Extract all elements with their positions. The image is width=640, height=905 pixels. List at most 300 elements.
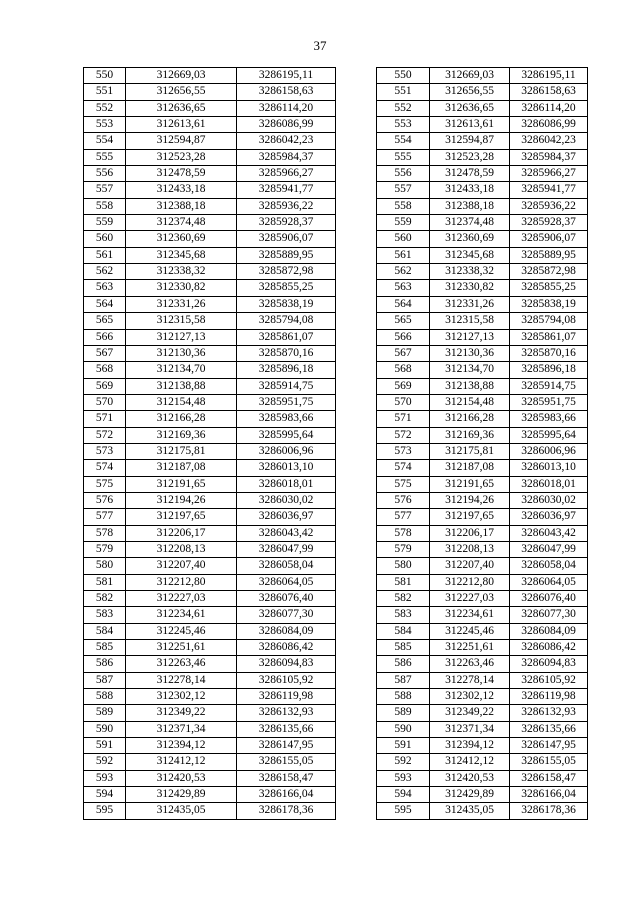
point-number-cell: 564 <box>377 296 430 312</box>
y-coordinate-cell: 3285855,25 <box>237 280 336 296</box>
point-number-cell: 554 <box>84 133 126 149</box>
point-number-cell: 595 <box>377 803 430 819</box>
x-coordinate-cell: 312594,87 <box>126 133 237 149</box>
table-row <box>377 705 588 721</box>
table-row <box>84 672 336 688</box>
x-coordinate-cell: 312523,28 <box>126 149 237 165</box>
x-coordinate-cell: 312234,61 <box>430 607 510 623</box>
point-number-cell: 550 <box>84 68 126 84</box>
x-coordinate-cell: 312127,13 <box>430 329 510 345</box>
y-coordinate-cell: 3286086,99 <box>237 117 336 133</box>
point-number-cell: 577 <box>84 509 126 525</box>
table-row <box>377 591 588 607</box>
y-coordinate-cell: 3286155,05 <box>237 754 336 770</box>
y-coordinate-cell: 3286047,99 <box>510 541 588 557</box>
x-coordinate-cell: 312166,28 <box>430 411 510 427</box>
x-coordinate-cell: 312656,55 <box>430 84 510 100</box>
point-number-cell: 578 <box>377 525 430 541</box>
point-number-cell: 590 <box>377 721 430 737</box>
y-coordinate-cell: 3286105,92 <box>237 672 336 688</box>
point-number-cell: 565 <box>84 313 126 329</box>
y-coordinate-cell: 3285861,07 <box>237 329 336 345</box>
table-row <box>84 394 336 410</box>
point-number-cell: 562 <box>377 264 430 280</box>
y-coordinate-cell: 3286018,01 <box>510 476 588 492</box>
y-coordinate-cell: 3286195,11 <box>237 68 336 84</box>
y-coordinate-cell: 3285889,95 <box>510 247 588 263</box>
table-row <box>84 541 336 557</box>
point-number-cell: 567 <box>377 345 430 361</box>
y-coordinate-cell: 3285951,75 <box>510 394 588 410</box>
point-number-cell: 552 <box>377 100 430 116</box>
y-coordinate-cell: 3286132,93 <box>510 705 588 721</box>
y-coordinate-cell: 3286119,98 <box>510 689 588 705</box>
x-coordinate-cell: 312227,03 <box>430 591 510 607</box>
y-coordinate-cell: 3286158,63 <box>237 84 336 100</box>
x-coordinate-cell: 312345,68 <box>126 247 237 263</box>
point-number-cell: 555 <box>84 149 126 165</box>
table-row <box>377 215 588 231</box>
x-coordinate-cell: 312169,36 <box>430 427 510 443</box>
y-coordinate-cell: 3286158,47 <box>237 770 336 786</box>
x-coordinate-cell: 312523,28 <box>430 149 510 165</box>
x-coordinate-cell: 312388,18 <box>430 198 510 214</box>
point-number-cell: 595 <box>84 803 126 819</box>
table-row <box>377 689 588 705</box>
y-coordinate-cell: 3286086,42 <box>237 640 336 656</box>
x-coordinate-cell: 312138,88 <box>126 378 237 394</box>
table-row <box>377 460 588 476</box>
table-row <box>377 264 588 280</box>
y-coordinate-cell: 3286147,95 <box>510 738 588 754</box>
point-number-cell: 557 <box>84 182 126 198</box>
point-number-cell: 568 <box>84 362 126 378</box>
y-coordinate-cell: 3286030,02 <box>237 492 336 508</box>
point-number-cell: 558 <box>377 198 430 214</box>
x-coordinate-cell: 312187,08 <box>430 460 510 476</box>
x-coordinate-cell: 312208,13 <box>430 541 510 557</box>
y-coordinate-cell: 3286064,05 <box>510 574 588 590</box>
point-number-cell: 571 <box>377 411 430 427</box>
table-row <box>377 117 588 133</box>
table-row <box>84 362 336 378</box>
x-coordinate-cell: 312169,36 <box>126 427 237 443</box>
point-number-cell: 553 <box>84 117 126 133</box>
point-number-cell: 591 <box>84 738 126 754</box>
y-coordinate-cell: 3285896,18 <box>237 362 336 378</box>
y-coordinate-cell: 3285936,22 <box>237 198 336 214</box>
point-number-cell: 558 <box>84 198 126 214</box>
table-row <box>84 476 336 492</box>
point-number-cell: 570 <box>377 394 430 410</box>
x-coordinate-cell: 312420,53 <box>430 770 510 786</box>
y-coordinate-cell: 3286018,01 <box>237 476 336 492</box>
x-coordinate-cell: 312212,80 <box>430 574 510 590</box>
x-coordinate-cell: 312374,48 <box>430 215 510 231</box>
y-coordinate-cell: 3286036,97 <box>510 509 588 525</box>
table-row <box>84 574 336 590</box>
x-coordinate-cell: 312187,08 <box>126 460 237 476</box>
x-coordinate-cell: 312251,61 <box>430 640 510 656</box>
y-coordinate-cell: 3286077,30 <box>237 607 336 623</box>
y-coordinate-cell: 3285936,22 <box>510 198 588 214</box>
table-row <box>377 394 588 410</box>
y-coordinate-cell: 3286158,47 <box>510 770 588 786</box>
x-coordinate-cell: 312478,59 <box>126 166 237 182</box>
x-coordinate-cell: 312433,18 <box>430 182 510 198</box>
y-coordinate-cell: 3285870,16 <box>510 345 588 361</box>
table-row <box>84 149 336 165</box>
table-row <box>84 623 336 639</box>
point-number-cell: 586 <box>377 656 430 672</box>
point-number-cell: 568 <box>377 362 430 378</box>
x-coordinate-cell: 312138,88 <box>430 378 510 394</box>
point-number-cell: 561 <box>377 247 430 263</box>
table-row <box>84 329 336 345</box>
y-coordinate-cell: 3285838,19 <box>510 296 588 312</box>
x-coordinate-cell: 312208,13 <box>126 541 237 557</box>
point-number-cell: 585 <box>377 640 430 656</box>
table-row <box>84 558 336 574</box>
table-row <box>84 656 336 672</box>
point-number-cell: 564 <box>84 296 126 312</box>
table-row <box>84 215 336 231</box>
table-row <box>377 280 588 296</box>
point-number-cell: 592 <box>84 754 126 770</box>
point-number-cell: 569 <box>84 378 126 394</box>
point-number-cell: 573 <box>377 443 430 459</box>
table-row <box>84 231 336 247</box>
x-coordinate-cell: 312206,17 <box>430 525 510 541</box>
point-number-cell: 589 <box>84 705 126 721</box>
table-row <box>377 803 588 819</box>
x-coordinate-cell: 312478,59 <box>430 166 510 182</box>
y-coordinate-cell: 3285983,66 <box>237 411 336 427</box>
x-coordinate-cell: 312130,36 <box>126 345 237 361</box>
x-coordinate-cell: 312656,55 <box>126 84 237 100</box>
y-coordinate-cell: 3286076,40 <box>510 591 588 607</box>
x-coordinate-cell: 312331,26 <box>126 296 237 312</box>
x-coordinate-cell: 312234,61 <box>126 607 237 623</box>
table-row <box>84 525 336 541</box>
x-coordinate-cell: 312227,03 <box>126 591 237 607</box>
table-row <box>377 313 588 329</box>
table-row <box>84 787 336 803</box>
x-coordinate-cell: 312278,14 <box>126 672 237 688</box>
point-number-cell: 566 <box>84 329 126 345</box>
point-number-cell: 573 <box>84 443 126 459</box>
table-row <box>84 689 336 705</box>
y-coordinate-cell: 3286178,36 <box>510 803 588 819</box>
y-coordinate-cell: 3286006,96 <box>237 443 336 459</box>
y-coordinate-cell: 3285870,16 <box>237 345 336 361</box>
table-row <box>84 509 336 525</box>
table-row <box>377 427 588 443</box>
point-number-cell: 562 <box>84 264 126 280</box>
point-number-cell: 579 <box>84 541 126 557</box>
table-row <box>84 117 336 133</box>
table-row <box>377 411 588 427</box>
x-coordinate-cell: 312394,12 <box>126 738 237 754</box>
y-coordinate-cell: 3286166,04 <box>237 787 336 803</box>
table-row <box>84 182 336 198</box>
table-row <box>377 787 588 803</box>
table-row <box>377 541 588 557</box>
y-coordinate-cell: 3285896,18 <box>510 362 588 378</box>
y-coordinate-cell: 3285872,98 <box>510 264 588 280</box>
point-number-cell: 576 <box>377 492 430 508</box>
y-coordinate-cell: 3286114,20 <box>237 100 336 116</box>
point-number-cell: 572 <box>377 427 430 443</box>
table-row <box>377 738 588 754</box>
point-number-cell: 583 <box>84 607 126 623</box>
x-coordinate-cell: 312191,65 <box>126 476 237 492</box>
table-row <box>377 492 588 508</box>
y-coordinate-cell: 3286013,10 <box>237 460 336 476</box>
point-number-cell: 587 <box>84 672 126 688</box>
x-coordinate-cell: 312613,61 <box>126 117 237 133</box>
point-number-cell: 575 <box>377 476 430 492</box>
x-coordinate-cell: 312251,61 <box>126 640 237 656</box>
table-row <box>377 476 588 492</box>
table-row <box>377 672 588 688</box>
x-coordinate-cell: 312197,65 <box>126 509 237 525</box>
x-coordinate-cell: 312263,46 <box>430 656 510 672</box>
table-row <box>84 313 336 329</box>
x-coordinate-cell: 312371,34 <box>430 721 510 737</box>
x-coordinate-cell: 312207,40 <box>430 558 510 574</box>
y-coordinate-cell: 3286058,04 <box>510 558 588 574</box>
table-row <box>377 100 588 116</box>
point-number-cell: 554 <box>377 133 430 149</box>
y-coordinate-cell: 3286135,66 <box>510 721 588 737</box>
x-coordinate-cell: 312127,13 <box>126 329 237 345</box>
y-coordinate-cell: 3286195,11 <box>510 68 588 84</box>
table-row <box>377 640 588 656</box>
point-number-cell: 567 <box>84 345 126 361</box>
point-number-cell: 591 <box>377 738 430 754</box>
x-coordinate-cell: 312613,61 <box>430 117 510 133</box>
point-number-cell: 551 <box>84 84 126 100</box>
x-coordinate-cell: 312330,82 <box>126 280 237 296</box>
point-number-cell: 577 <box>377 509 430 525</box>
point-number-cell: 588 <box>84 689 126 705</box>
y-coordinate-cell: 3285794,08 <box>510 313 588 329</box>
x-coordinate-cell: 312175,81 <box>430 443 510 459</box>
table-row <box>377 623 588 639</box>
y-coordinate-cell: 3285928,37 <box>510 215 588 231</box>
y-coordinate-cell: 3286036,97 <box>237 509 336 525</box>
x-coordinate-cell: 312175,81 <box>126 443 237 459</box>
x-coordinate-cell: 312374,48 <box>126 215 237 231</box>
table-row <box>377 149 588 165</box>
table-row <box>377 345 588 361</box>
point-number-cell: 585 <box>84 640 126 656</box>
page-number: 37 <box>313 38 327 53</box>
point-number-cell: 594 <box>377 787 430 803</box>
y-coordinate-cell: 3286058,04 <box>237 558 336 574</box>
y-coordinate-cell: 3285995,64 <box>237 427 336 443</box>
point-number-cell: 570 <box>84 394 126 410</box>
table-row <box>377 231 588 247</box>
table-row <box>377 182 588 198</box>
x-coordinate-cell: 312429,89 <box>430 787 510 803</box>
x-coordinate-cell: 312429,89 <box>126 787 237 803</box>
x-coordinate-cell: 312302,12 <box>126 689 237 705</box>
table-row <box>84 460 336 476</box>
y-coordinate-cell: 3285941,77 <box>237 182 336 198</box>
table-row <box>84 280 336 296</box>
point-number-cell: 571 <box>84 411 126 427</box>
x-coordinate-cell: 312420,53 <box>126 770 237 786</box>
table-row <box>377 770 588 786</box>
y-coordinate-cell: 3286086,99 <box>510 117 588 133</box>
y-coordinate-cell: 3285889,95 <box>237 247 336 263</box>
point-number-cell: 574 <box>377 460 430 476</box>
point-number-cell: 559 <box>377 215 430 231</box>
point-number-cell: 590 <box>84 721 126 737</box>
table-row <box>377 721 588 737</box>
table-row <box>377 362 588 378</box>
x-coordinate-cell: 312245,46 <box>126 623 237 639</box>
x-coordinate-cell: 312315,58 <box>126 313 237 329</box>
table-row <box>84 264 336 280</box>
point-number-cell: 581 <box>84 574 126 590</box>
x-coordinate-cell: 312166,28 <box>126 411 237 427</box>
y-coordinate-cell: 3286084,09 <box>510 623 588 639</box>
table-row <box>84 705 336 721</box>
y-coordinate-cell: 3286047,99 <box>237 541 336 557</box>
y-coordinate-cell: 3285906,07 <box>510 231 588 247</box>
x-coordinate-cell: 312197,65 <box>430 509 510 525</box>
table-row <box>84 133 336 149</box>
y-coordinate-cell: 3286076,40 <box>237 591 336 607</box>
point-number-cell: 556 <box>377 166 430 182</box>
point-number-cell: 552 <box>84 100 126 116</box>
x-coordinate-cell: 312338,32 <box>126 264 237 280</box>
x-coordinate-cell: 312338,32 <box>430 264 510 280</box>
table-row <box>377 754 588 770</box>
y-coordinate-cell: 3285928,37 <box>237 215 336 231</box>
point-number-cell: 559 <box>84 215 126 231</box>
x-coordinate-cell: 312669,03 <box>430 68 510 84</box>
table-row <box>377 525 588 541</box>
table-row <box>84 100 336 116</box>
x-coordinate-cell: 312194,26 <box>126 492 237 508</box>
x-coordinate-cell: 312349,22 <box>126 705 237 721</box>
y-coordinate-cell: 3286013,10 <box>510 460 588 476</box>
point-number-cell: 560 <box>377 231 430 247</box>
point-number-cell: 551 <box>377 84 430 100</box>
point-number-cell: 578 <box>84 525 126 541</box>
table-row <box>84 591 336 607</box>
table-row <box>84 166 336 182</box>
table-row <box>377 247 588 263</box>
x-coordinate-cell: 312435,05 <box>430 803 510 819</box>
table-row <box>84 296 336 312</box>
x-coordinate-cell: 312263,46 <box>126 656 237 672</box>
point-number-cell: 586 <box>84 656 126 672</box>
x-coordinate-cell: 312360,69 <box>430 231 510 247</box>
x-coordinate-cell: 312360,69 <box>126 231 237 247</box>
x-coordinate-cell: 312345,68 <box>430 247 510 263</box>
point-number-cell: 553 <box>377 117 430 133</box>
x-coordinate-cell: 312315,58 <box>430 313 510 329</box>
x-coordinate-cell: 312154,48 <box>126 394 237 410</box>
x-coordinate-cell: 312207,40 <box>126 558 237 574</box>
point-number-cell: 580 <box>377 558 430 574</box>
x-coordinate-cell: 312594,87 <box>430 133 510 149</box>
table-row <box>377 656 588 672</box>
y-coordinate-cell: 3286043,42 <box>510 525 588 541</box>
table-row <box>377 84 588 100</box>
y-coordinate-cell: 3285995,64 <box>510 427 588 443</box>
y-coordinate-cell: 3285906,07 <box>237 231 336 247</box>
table-row <box>84 427 336 443</box>
x-coordinate-cell: 312388,18 <box>126 198 237 214</box>
table-row <box>84 198 336 214</box>
y-coordinate-cell: 3286077,30 <box>510 607 588 623</box>
y-coordinate-cell: 3286119,98 <box>237 689 336 705</box>
point-number-cell: 594 <box>84 787 126 803</box>
x-coordinate-cell: 312636,65 <box>126 100 237 116</box>
y-coordinate-cell: 3286094,83 <box>510 656 588 672</box>
x-coordinate-cell: 312134,70 <box>126 362 237 378</box>
point-number-cell: 582 <box>377 591 430 607</box>
table-row <box>84 68 336 84</box>
table-row <box>84 84 336 100</box>
y-coordinate-cell: 3286158,63 <box>510 84 588 100</box>
table-row <box>84 492 336 508</box>
x-coordinate-cell: 312349,22 <box>430 705 510 721</box>
x-coordinate-cell: 312194,26 <box>430 492 510 508</box>
point-number-cell: 589 <box>377 705 430 721</box>
table-row <box>84 640 336 656</box>
y-coordinate-cell: 3286178,36 <box>237 803 336 819</box>
y-coordinate-cell: 3286155,05 <box>510 754 588 770</box>
point-number-cell: 569 <box>377 378 430 394</box>
table-row <box>377 574 588 590</box>
point-number-cell: 593 <box>377 770 430 786</box>
point-number-cell: 580 <box>84 558 126 574</box>
y-coordinate-cell: 3286147,95 <box>237 738 336 754</box>
y-coordinate-cell: 3285951,75 <box>237 394 336 410</box>
x-coordinate-cell: 312134,70 <box>430 362 510 378</box>
x-coordinate-cell: 312412,12 <box>126 754 237 770</box>
y-coordinate-cell: 3285861,07 <box>510 329 588 345</box>
x-coordinate-cell: 312206,17 <box>126 525 237 541</box>
x-coordinate-cell: 312130,36 <box>430 345 510 361</box>
table-row <box>84 738 336 754</box>
point-number-cell: 550 <box>377 68 430 84</box>
table-row <box>377 329 588 345</box>
x-coordinate-cell: 312212,80 <box>126 574 237 590</box>
point-number-cell: 563 <box>84 280 126 296</box>
y-coordinate-cell: 3286135,66 <box>237 721 336 737</box>
point-number-cell: 576 <box>84 492 126 508</box>
table-row <box>377 607 588 623</box>
x-coordinate-cell: 312371,34 <box>126 721 237 737</box>
coordinates-table-right <box>376 67 588 820</box>
y-coordinate-cell: 3286042,23 <box>510 133 588 149</box>
y-coordinate-cell: 3285838,19 <box>237 296 336 312</box>
table-row <box>377 198 588 214</box>
y-coordinate-cell: 3286105,92 <box>510 672 588 688</box>
y-coordinate-cell: 3285794,08 <box>237 313 336 329</box>
y-coordinate-cell: 3285984,37 <box>510 149 588 165</box>
table-row <box>377 68 588 84</box>
table-row <box>84 721 336 737</box>
